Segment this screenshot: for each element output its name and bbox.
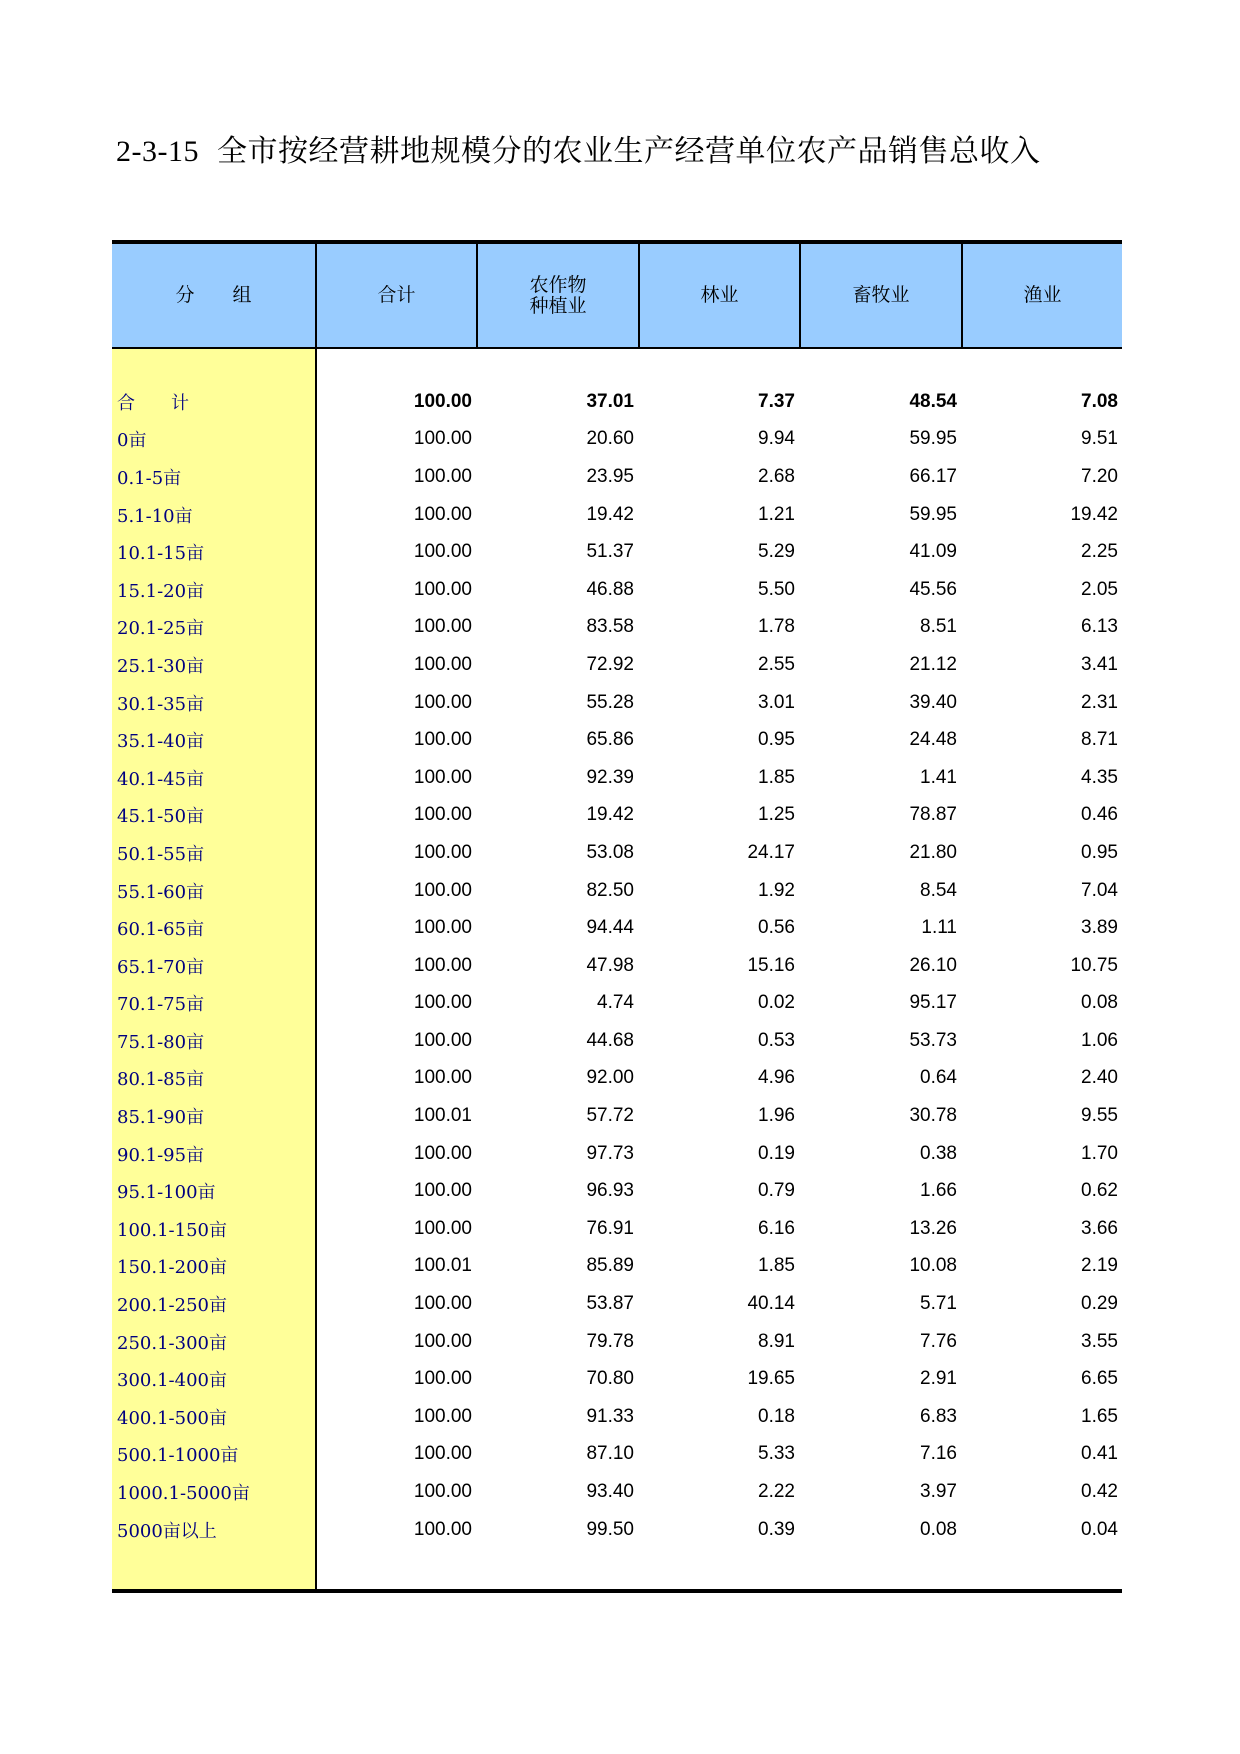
- cell-fishery: 0.08: [1081, 992, 1118, 1014]
- header-forestry: 林业: [638, 244, 799, 347]
- cell-crop: 20.60: [586, 428, 634, 450]
- cell-fishery: 9.55: [1081, 1105, 1118, 1127]
- cell-crop: 91.33: [586, 1405, 634, 1427]
- cell-forestry: 8.91: [758, 1330, 795, 1352]
- row-label: 60.1-65亩: [117, 919, 205, 941]
- table-row: [112, 1323, 1122, 1361]
- cell-livestock: 7.16: [920, 1443, 957, 1465]
- row-label: 80.1-85亩: [117, 1069, 205, 1091]
- cell-total: 100.00: [413, 917, 472, 939]
- cell-total: 100.00: [413, 1293, 472, 1315]
- cell-forestry: 0.39: [758, 1518, 795, 1540]
- cell-livestock: 6.83: [920, 1405, 957, 1427]
- row-label: 200.1-250亩: [117, 1295, 227, 1317]
- cell-fishery: 2.25: [1081, 541, 1118, 563]
- table-row: [112, 496, 1122, 534]
- cell-livestock: 0.08: [920, 1518, 957, 1540]
- cell-total: 100.00: [413, 1405, 472, 1427]
- cell-fishery: 0.41: [1081, 1443, 1118, 1465]
- cell-livestock: 1.41: [920, 766, 957, 788]
- row-label: 15.1-20亩: [117, 580, 205, 602]
- cell-fishery: 1.70: [1081, 1142, 1118, 1164]
- cell-fishery: 0.42: [1081, 1481, 1118, 1503]
- cell-crop: 47.98: [586, 954, 634, 976]
- cell-fishery: 3.55: [1081, 1330, 1118, 1352]
- table-title: [116, 126, 1136, 170]
- row-label: 50.1-55亩: [117, 843, 205, 865]
- cell-crop: 44.68: [586, 1029, 634, 1051]
- cell-crop: 82.50: [586, 879, 634, 901]
- cell-total: 100.00: [413, 1067, 472, 1089]
- cell-fishery: 7.20: [1081, 465, 1118, 487]
- table-row: [112, 797, 1122, 835]
- cell-crop: 72.92: [586, 653, 634, 675]
- cell-livestock: 8.51: [920, 616, 957, 638]
- cell-total: 100.00: [413, 1518, 472, 1540]
- table-row: [112, 1097, 1122, 1135]
- cell-livestock: 21.80: [909, 841, 957, 863]
- table-row: [112, 1436, 1122, 1474]
- cell-livestock: 2.91: [920, 1368, 957, 1390]
- table-row: [112, 909, 1122, 947]
- cell-crop: 37.01: [586, 390, 634, 412]
- cell-crop: 57.72: [586, 1105, 634, 1127]
- cell-forestry: 1.25: [758, 804, 795, 826]
- table-row: [112, 1285, 1122, 1323]
- cell-fishery: 1.65: [1081, 1405, 1118, 1427]
- cell-total: 100.00: [413, 954, 472, 976]
- table-row: [112, 985, 1122, 1023]
- cell-fishery: 0.62: [1081, 1180, 1118, 1202]
- cell-fishery: 4.35: [1081, 766, 1118, 788]
- cell-fishery: 2.19: [1081, 1255, 1118, 1277]
- cell-forestry: 40.14: [747, 1293, 795, 1315]
- cell-crop: 23.95: [586, 465, 634, 487]
- cell-fishery: 0.95: [1081, 841, 1118, 863]
- cell-crop: 53.08: [586, 841, 634, 863]
- cell-total: 100.00: [413, 1330, 472, 1352]
- table-row: [112, 571, 1122, 609]
- header-crop-line2: 种植业: [529, 294, 587, 317]
- cell-total: 100.00: [413, 1481, 472, 1503]
- row-label: 0亩: [117, 430, 147, 452]
- cell-livestock: 5.71: [920, 1293, 957, 1315]
- cell-fishery: 0.46: [1081, 804, 1118, 826]
- cell-forestry: 0.53: [758, 1029, 795, 1051]
- table-row: [112, 834, 1122, 872]
- row-label: 250.1-300亩: [117, 1332, 227, 1354]
- cell-forestry: 1.85: [758, 766, 795, 788]
- cell-forestry: 2.68: [758, 465, 795, 487]
- cell-forestry: 0.95: [758, 729, 795, 751]
- cell-livestock: 53.73: [909, 1029, 957, 1051]
- cell-crop: 19.42: [586, 804, 634, 826]
- table-row: [112, 721, 1122, 759]
- header-livestock: 畜牧业: [799, 244, 961, 347]
- header-fishery: 渔业: [961, 244, 1122, 347]
- cell-crop: 93.40: [586, 1481, 634, 1503]
- row-label: 500.1-1000亩: [117, 1445, 239, 1467]
- cell-livestock: 45.56: [909, 578, 957, 600]
- row-label: 70.1-75亩: [117, 994, 205, 1016]
- cell-total: 100.00: [413, 1029, 472, 1051]
- row-label: 5.1-10亩: [117, 505, 193, 527]
- cell-forestry: 0.79: [758, 1180, 795, 1202]
- cell-livestock: 13.26: [909, 1217, 957, 1239]
- cell-total: 100.00: [413, 578, 472, 600]
- cell-crop: 92.39: [586, 766, 634, 788]
- cell-forestry: 0.18: [758, 1405, 795, 1427]
- table-title-text: 全市按经营耕地规模分的农业生产经营单位农产品销售总收入: [216, 134, 1041, 169]
- cell-fishery: 6.65: [1081, 1368, 1118, 1390]
- cell-total: 100.00: [413, 616, 472, 638]
- row-label: 300.1-400亩: [117, 1370, 227, 1392]
- cell-livestock: 78.87: [909, 804, 957, 826]
- cell-total: 100.00: [413, 428, 472, 450]
- cell-total: 100.00: [413, 390, 472, 412]
- cell-total: 100.00: [413, 653, 472, 675]
- cell-livestock: 39.40: [909, 691, 957, 713]
- cell-livestock: 7.76: [920, 1330, 957, 1352]
- row-label: 合 计: [117, 392, 189, 414]
- cell-fishery: 0.04: [1081, 1518, 1118, 1540]
- cell-total: 100.00: [413, 1217, 472, 1239]
- cell-livestock: 59.95: [909, 503, 957, 525]
- table-row: [112, 1511, 1122, 1549]
- table-row: [112, 609, 1122, 647]
- cell-forestry: 0.19: [758, 1142, 795, 1164]
- row-label: 45.1-50亩: [117, 806, 205, 828]
- cell-fishery: 8.71: [1081, 729, 1118, 751]
- cell-total: 100.01: [413, 1105, 472, 1127]
- cell-total: 100.00: [413, 729, 472, 751]
- bottom-rule: [112, 1589, 1122, 1593]
- cell-livestock: 0.64: [920, 1067, 957, 1089]
- cell-livestock: 30.78: [909, 1105, 957, 1127]
- cell-livestock: 24.48: [909, 729, 957, 751]
- cell-total: 100.00: [413, 1368, 472, 1390]
- cell-livestock: 41.09: [909, 541, 957, 563]
- data-table: [112, 240, 1122, 1592]
- cell-forestry: 3.01: [758, 691, 795, 713]
- header-crop-line1: 农作物: [529, 273, 587, 296]
- cell-livestock: 48.54: [909, 390, 957, 412]
- table-row: [112, 1135, 1122, 1173]
- row-label: 55.1-60亩: [117, 881, 205, 903]
- cell-livestock: 8.54: [920, 879, 957, 901]
- cell-crop: 79.78: [586, 1330, 634, 1352]
- cell-total: 100.00: [413, 1443, 472, 1465]
- cell-crop: 76.91: [586, 1217, 634, 1239]
- table-row: [112, 458, 1122, 496]
- cell-livestock: 1.11: [921, 917, 957, 939]
- cell-crop: 4.74: [597, 992, 634, 1014]
- table-row: [112, 1248, 1122, 1286]
- cell-total: 100.00: [413, 503, 472, 525]
- row-label: 95.1-100亩: [117, 1182, 216, 1204]
- row-label: 0.1-5亩: [117, 467, 182, 489]
- table-body: [112, 383, 1122, 1548]
- row-label: 30.1-35亩: [117, 693, 205, 715]
- cell-livestock: 3.97: [920, 1481, 957, 1503]
- table-row: [112, 947, 1122, 985]
- cell-livestock: 59.95: [909, 428, 957, 450]
- cell-forestry: 24.17: [747, 841, 795, 863]
- cell-forestry: 4.96: [758, 1067, 795, 1089]
- cell-total: 100.00: [413, 766, 472, 788]
- header-total: 合计: [315, 244, 476, 347]
- cell-total: 100.00: [413, 541, 472, 563]
- table-row: [112, 1172, 1122, 1210]
- cell-fishery: 0.29: [1081, 1293, 1118, 1315]
- table-row: [112, 872, 1122, 910]
- table-row: [112, 1022, 1122, 1060]
- cell-livestock: 21.12: [909, 653, 957, 675]
- cell-crop: 94.44: [586, 917, 634, 939]
- cell-livestock: 1.66: [920, 1180, 957, 1202]
- table-row: [112, 1060, 1122, 1098]
- cell-forestry: 2.22: [758, 1481, 795, 1503]
- table-row: [112, 1398, 1122, 1436]
- table-row: [112, 1473, 1122, 1511]
- row-label: 10.1-15亩: [117, 543, 205, 565]
- cell-fishery: 9.51: [1081, 428, 1118, 450]
- cell-crop: 19.42: [586, 503, 634, 525]
- table-row: [112, 1360, 1122, 1398]
- cell-forestry: 1.92: [758, 879, 795, 901]
- cell-crop: 96.93: [586, 1180, 634, 1202]
- cell-crop: 83.58: [586, 616, 634, 638]
- cell-forestry: 9.94: [758, 428, 795, 450]
- cell-crop: 53.87: [586, 1293, 634, 1315]
- cell-fishery: 2.40: [1081, 1067, 1118, 1089]
- cell-total: 100.00: [413, 1142, 472, 1164]
- cell-fishery: 7.04: [1081, 879, 1118, 901]
- cell-fishery: 3.89: [1081, 917, 1118, 939]
- cell-forestry: 0.56: [758, 917, 795, 939]
- cell-total: 100.00: [413, 879, 472, 901]
- cell-total: 100.00: [413, 1180, 472, 1202]
- cell-forestry: 1.78: [758, 616, 795, 638]
- row-label: 20.1-25亩: [117, 618, 205, 640]
- row-label: 150.1-200亩: [117, 1257, 227, 1279]
- table-row: [112, 421, 1122, 459]
- table-row: [112, 1210, 1122, 1248]
- cell-forestry: 1.21: [758, 503, 795, 525]
- cell-total: 100.00: [413, 804, 472, 826]
- cell-livestock: 26.10: [909, 954, 957, 976]
- cell-forestry: 5.50: [758, 578, 795, 600]
- cell-fishery: 7.08: [1081, 390, 1118, 412]
- header-crop: [476, 244, 638, 347]
- row-label: 100.1-150亩: [117, 1219, 227, 1241]
- table-header: [112, 244, 1122, 347]
- cell-crop: 92.00: [586, 1067, 634, 1089]
- cell-crop: 87.10: [586, 1443, 634, 1465]
- row-label: 25.1-30亩: [117, 655, 205, 677]
- cell-crop: 99.50: [586, 1518, 634, 1540]
- cell-total: 100.00: [413, 691, 472, 713]
- cell-crop: 97.73: [586, 1142, 634, 1164]
- row-label: 5000亩以上: [117, 1520, 217, 1542]
- cell-forestry: 7.37: [758, 390, 795, 412]
- cell-forestry: 0.02: [758, 992, 795, 1014]
- cell-crop: 65.86: [586, 729, 634, 751]
- cell-crop: 55.28: [586, 691, 634, 713]
- cell-livestock: 95.17: [909, 992, 957, 1014]
- table-row-total: [112, 383, 1122, 421]
- row-label: 1000.1-5000亩: [117, 1483, 250, 1505]
- table-row: [112, 759, 1122, 797]
- table-row: [112, 533, 1122, 571]
- header-group: 分 组: [175, 284, 252, 306]
- cell-crop: 70.80: [586, 1368, 634, 1390]
- cell-livestock: 0.38: [920, 1142, 957, 1164]
- cell-crop: 46.88: [586, 578, 634, 600]
- row-label: 400.1-500亩: [117, 1407, 227, 1429]
- row-label: 65.1-70亩: [117, 956, 205, 978]
- cell-forestry: 1.96: [758, 1105, 795, 1127]
- cell-fishery: 10.75: [1070, 954, 1118, 976]
- cell-forestry: 5.33: [758, 1443, 795, 1465]
- table-row: [112, 684, 1122, 722]
- cell-total: 100.00: [413, 992, 472, 1014]
- cell-forestry: 5.29: [758, 541, 795, 563]
- row-label: 40.1-45亩: [117, 768, 205, 790]
- cell-fishery: 19.42: [1070, 503, 1118, 525]
- cell-forestry: 2.55: [758, 653, 795, 675]
- cell-crop: 85.89: [586, 1255, 634, 1277]
- table-row: [112, 646, 1122, 684]
- cell-forestry: 15.16: [747, 954, 795, 976]
- cell-forestry: 6.16: [758, 1217, 795, 1239]
- cell-fishery: 6.13: [1081, 616, 1118, 638]
- table-number: 2-3-15: [116, 135, 199, 168]
- cell-crop: 51.37: [586, 541, 634, 563]
- cell-fishery: 2.05: [1081, 578, 1118, 600]
- cell-total: 100.01: [413, 1255, 472, 1277]
- cell-livestock: 10.08: [909, 1255, 957, 1277]
- row-label: 35.1-40亩: [117, 731, 205, 753]
- row-label: 75.1-80亩: [117, 1031, 205, 1053]
- cell-forestry: 19.65: [747, 1368, 795, 1390]
- cell-forestry: 1.85: [758, 1255, 795, 1277]
- row-label: 90.1-95亩: [117, 1144, 205, 1166]
- cell-fishery: 3.66: [1081, 1217, 1118, 1239]
- cell-fishery: 3.41: [1081, 653, 1118, 675]
- cell-total: 100.00: [413, 465, 472, 487]
- cell-livestock: 66.17: [909, 465, 957, 487]
- cell-total: 100.00: [413, 841, 472, 863]
- row-label: 85.1-90亩: [117, 1107, 205, 1129]
- cell-fishery: 1.06: [1081, 1029, 1118, 1051]
- cell-fishery: 2.31: [1081, 691, 1118, 713]
